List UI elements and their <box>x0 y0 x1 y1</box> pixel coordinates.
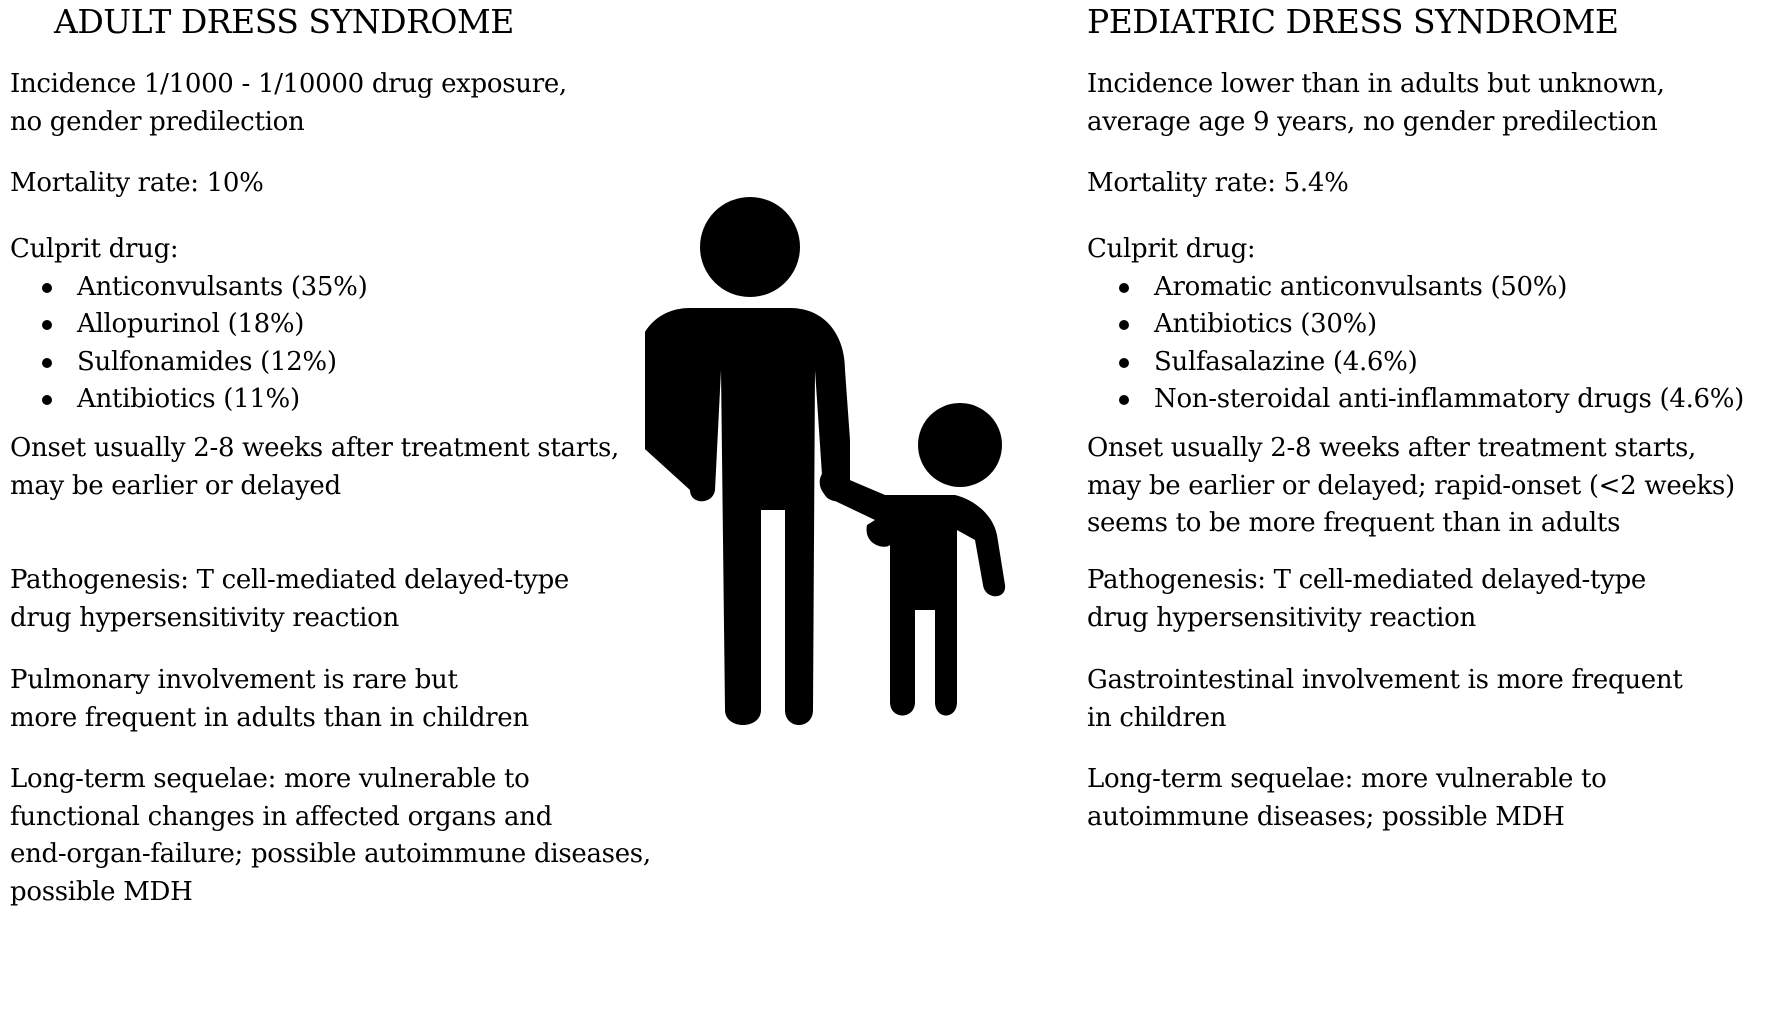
bullet-icon <box>42 395 52 405</box>
drug-label: Aromatic anticonvulsants (50%) <box>1154 271 1568 302</box>
pediatric-culprit-drugs <box>1087 231 1744 419</box>
pediatric-culprit-label: Culprit drug: <box>1087 234 1256 264</box>
adult-pathogenesis <box>10 562 569 637</box>
list-item <box>1087 306 1744 344</box>
pediatric-incidence-line: Incidence lower than in adults but unknown, <box>1087 69 1665 99</box>
drug-label: Anticonvulsants (35%) <box>77 271 368 302</box>
list-item <box>1087 381 1744 419</box>
drug-label: Non-steroidal anti-inflammatory drugs (4.6%) <box>1154 384 1745 414</box>
list-item <box>10 344 367 382</box>
list-item <box>1087 344 1744 382</box>
bullet-icon <box>42 358 52 368</box>
list-item <box>1087 269 1744 307</box>
bullet-icon <box>1119 320 1129 330</box>
pediatric-pathogenesis <box>1087 562 1646 637</box>
pediatric-incidence <box>1087 66 1665 141</box>
pediatric-sequelae-line: Long-term sequelae: more vulnerable to <box>1087 764 1607 794</box>
adult-mortality-text: Mortality rate: 10% <box>10 168 264 198</box>
pediatric-involvement-line: Gastrointestinal involvement is more frequent <box>1087 665 1683 695</box>
bullet-icon <box>1119 358 1129 368</box>
pediatric-mortality <box>1087 165 1349 203</box>
bullet-icon <box>1119 283 1129 293</box>
drug-label: Allopurinol (18%) <box>77 309 305 339</box>
pediatric-drug-list <box>1087 269 1744 419</box>
adult-mortality <box>10 165 264 203</box>
adult-onset <box>10 430 619 505</box>
pediatric-involvement <box>1087 662 1682 737</box>
drug-label: Sulfonamides (12%) <box>77 346 337 377</box>
adult-and-child-icon <box>645 190 1065 810</box>
bullet-icon <box>42 283 52 293</box>
adult-pathogenesis-line: drug hypersensitivity reaction <box>10 602 399 633</box>
pediatric-onset-line: may be earlier or delayed; rapid-onset (<2 weeks) <box>1087 470 1735 501</box>
adult-sequelae-line: end-organ-failure; possible autoimmune diseases, <box>10 839 651 869</box>
list-item <box>10 381 367 419</box>
adult-sequelae-line: Long-term sequelae: more vulnerable to <box>10 764 530 794</box>
adult-involvement-line: more frequent in adults than in children <box>10 702 529 733</box>
pediatric-onset-line: Onset usually 2-8 weeks after treatment starts, <box>1087 433 1696 463</box>
drug-label: Sulfasalazine (4.6%) <box>1154 346 1418 377</box>
adult-culprit-drugs <box>10 231 367 419</box>
adult-incidence-line: Incidence 1/1000 - 1/10000 drug exposure, <box>10 69 567 99</box>
adult-incidence-line: no gender predilection <box>10 106 305 137</box>
pediatric-heading: PEDIATRIC DRESS SYNDROME <box>1087 2 1619 41</box>
bullet-icon <box>42 320 52 330</box>
list-item <box>10 269 367 307</box>
adult-involvement <box>10 662 529 737</box>
adult-incidence <box>10 66 567 141</box>
bullet-icon <box>1119 395 1129 405</box>
drug-label: Antibiotics (11%) <box>77 384 300 414</box>
drug-label: Antibiotics (30%) <box>1154 309 1377 339</box>
pediatric-pathogenesis-line: Pathogenesis: T cell-mediated delayed-type <box>1087 565 1646 595</box>
pediatric-pathogenesis-line: drug hypersensitivity reaction <box>1087 602 1476 633</box>
adult-sequelae-line: functional changes in affected organs and <box>10 801 553 832</box>
adult-sequelae-line: possible MDH <box>10 876 193 907</box>
adult-involvement-line: Pulmonary involvement is rare but <box>10 665 458 695</box>
adult-onset-line: may be earlier or delayed <box>10 470 341 501</box>
adult-sequelae <box>10 761 651 911</box>
adult-pathogenesis-line: Pathogenesis: T cell-mediated delayed-type <box>10 565 569 595</box>
adult-onset-line: Onset usually 2-8 weeks after treatment starts, <box>10 433 619 463</box>
list-item <box>10 306 367 344</box>
pediatric-incidence-line: average age 9 years, no gender predilection <box>1087 106 1658 137</box>
pediatric-sequelae <box>1087 761 1607 836</box>
adult-heading: ADULT DRESS SYNDROME <box>54 2 514 41</box>
adult-drug-list <box>10 269 367 419</box>
pediatric-sequelae-line: autoimmune diseases; possible MDH <box>1087 801 1565 832</box>
pediatric-onset-line: seems to be more frequent than in adults <box>1087 508 1621 538</box>
adult-figure-icon <box>645 197 850 725</box>
pediatric-involvement-line: in children <box>1087 702 1227 733</box>
pediatric-onset <box>1087 430 1735 543</box>
adult-culprit-label: Culprit drug: <box>10 234 179 264</box>
pediatric-mortality-text: Mortality rate: 5.4% <box>1087 168 1349 198</box>
